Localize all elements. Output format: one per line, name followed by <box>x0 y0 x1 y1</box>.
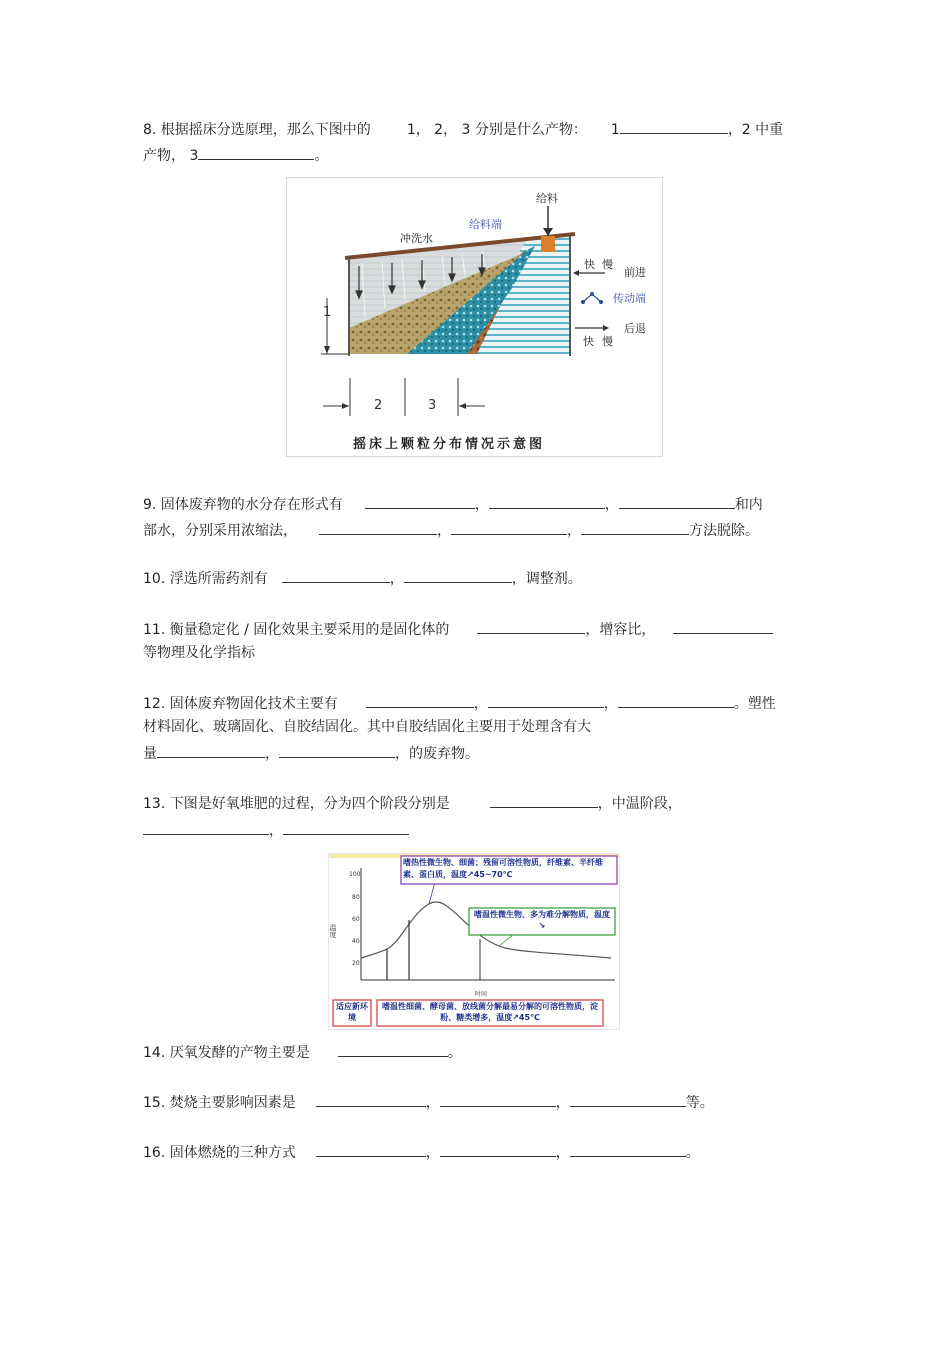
q9-answer-blank-5[interactable] <box>451 519 567 535</box>
q9-text-d: 方法脱除。 <box>689 523 759 539</box>
question-8-line-1 <box>143 118 783 140</box>
question-11-line-2 <box>143 643 255 663</box>
q9-answer-blank-4[interactable] <box>319 519 437 535</box>
y-axis-ticks <box>349 871 361 967</box>
q11-answer-blank-1[interactable] <box>477 618 585 634</box>
q11-text-c: 等物理及化学指标 <box>143 645 255 661</box>
question-8-line-2 <box>143 144 328 166</box>
q12-sep-1: ， <box>473 696 488 712</box>
q12-answer-blank-2[interactable] <box>488 692 604 708</box>
q12-text-c: 材料固化、玻璃固化、自胶结固化。其中自胶结固化主要用于处理含有大 <box>143 719 591 735</box>
composting-figure <box>328 853 620 1030</box>
q9-sep-3: ， <box>437 523 451 539</box>
y-tick-100: 100 <box>349 871 361 878</box>
q15-sep-2: ， <box>555 1095 570 1111</box>
q12-answer-blank-1[interactable] <box>366 692 474 708</box>
q14-text-b: 。 <box>447 1045 462 1061</box>
q12-text-b: 。塑性 <box>733 696 776 712</box>
label-number-3: 3 <box>428 398 437 413</box>
q9-text-b: 和内 <box>734 497 763 513</box>
q16-answer-blank-3[interactable] <box>570 1141 686 1157</box>
q9-answer-blank-2[interactable] <box>489 493 605 509</box>
q9-text-a: 9. 固体废弃物的水分存在形式有 <box>143 497 343 513</box>
q9-answer-blank-6[interactable] <box>581 519 689 535</box>
q12-text-d: 量 <box>143 746 157 762</box>
label-fast-top: 快 <box>584 258 595 271</box>
q13-answer-blank-3[interactable] <box>283 819 409 835</box>
stage-text-adaptation: 适应新环境 <box>336 1002 368 1022</box>
shaking-table-figure <box>286 177 663 457</box>
q9-sep-1: ， <box>474 497 489 513</box>
question-12-line-1 <box>143 692 776 714</box>
question-14-line <box>143 1041 462 1063</box>
q12-answer-blank-5[interactable] <box>279 742 395 758</box>
stage-text-mesophilic: 嗜温性细菌、酵母菌、放线菌分解最易分解的可溶性物质，淀粉、糖类增多，温度↗45℃ <box>382 1002 598 1022</box>
stage-text-maturation: 嗜温性微生物、多为难分解物质，温度↘ <box>474 910 610 930</box>
question-9-line-2 <box>143 519 759 541</box>
q15-text-b: 等。 <box>685 1095 714 1111</box>
question-9-line-1 <box>143 493 763 515</box>
q8-answer-blank-3[interactable] <box>198 144 314 160</box>
question-12-line-2 <box>143 717 591 737</box>
q12-answer-blank-4[interactable] <box>157 742 265 758</box>
q13-text-a: 13. 下图是好氧堆肥的过程，分为四个阶段分别是 <box>143 796 450 812</box>
question-13-line-2 <box>143 819 409 841</box>
q10-text-a: 10. 浮选所需药剂有 <box>143 571 268 587</box>
question-16-line <box>143 1141 700 1163</box>
question-15-line <box>143 1091 714 1113</box>
label-drive-end: 传动端 <box>613 292 646 305</box>
q9-sep-2: ， <box>604 497 619 513</box>
q16-sep-2: ， <box>555 1145 570 1161</box>
y-tick-80: 80 <box>352 894 360 901</box>
q11-answer-blank-2[interactable] <box>673 618 773 634</box>
q8-text-b: 1， 2， 3 分别是什么产物： <box>406 122 587 138</box>
y-tick-40: 40 <box>352 938 360 945</box>
y-tick-60: 60 <box>352 916 360 923</box>
label-wash-water: 冲洗水 <box>400 232 433 245</box>
label-feed: 给料 <box>536 192 558 205</box>
q9-answer-blank-3[interactable] <box>619 493 735 509</box>
q12-sep-2: ， <box>603 696 618 712</box>
q9-text-c: 部水，分别采用浓缩法， <box>143 523 297 539</box>
q8-answer-blank-1[interactable] <box>620 118 728 134</box>
composting-diagram <box>329 854 619 1029</box>
q16-text-b: 。 <box>685 1145 700 1161</box>
q14-text-a: 14. 厌氧发酵的产物主要是 <box>143 1045 310 1061</box>
q11-text-b: ，增容比， <box>585 622 656 638</box>
y-axis-label: 温度 <box>329 924 337 938</box>
q10-sep: ， <box>389 571 404 587</box>
q16-answer-blank-2[interactable] <box>440 1141 556 1157</box>
q12-answer-blank-3[interactable] <box>618 692 734 708</box>
label-number-1: 1 <box>323 305 332 320</box>
q13-text-b: ，中温阶段， <box>597 796 682 812</box>
q9-answer-blank-1[interactable] <box>365 493 475 509</box>
question-13-line-1 <box>143 792 682 814</box>
label-slow-bottom: 慢 <box>602 335 613 348</box>
label-forward: 前进 <box>624 266 646 279</box>
shaking-table-diagram <box>287 178 662 456</box>
q12-sep-3: ， <box>265 746 279 762</box>
q15-sep-1: ， <box>425 1095 440 1111</box>
figure-1-title: 摇床上颗粒分布情况示意图 <box>353 437 546 452</box>
q8-text-c: 1 <box>610 122 620 138</box>
label-backward: 后退 <box>624 322 646 335</box>
q8-text-f: 。 <box>314 148 329 164</box>
q12-text-a: 12. 固体废弃物固化技术主要有 <box>143 696 338 712</box>
q9-sep-4: ， <box>567 523 581 539</box>
label-fast-bottom: 快 <box>583 335 594 348</box>
q13-answer-blank-1[interactable] <box>490 792 598 808</box>
q16-text-a: 16. 固体燃烧的三种方式 <box>143 1145 296 1161</box>
q13-sep: ， <box>269 823 283 839</box>
label-slow-top: 慢 <box>602 258 613 271</box>
q10-text-b: ，调整剂。 <box>511 571 582 587</box>
q8-text-e: 产物， 3 <box>143 148 199 164</box>
q12-text-e: ，的废弃物。 <box>395 746 479 762</box>
x-axis-label: 时间 <box>475 991 488 998</box>
q14-answer-blank-1[interactable] <box>338 1041 448 1057</box>
q10-answer-blank-1[interactable] <box>282 567 390 583</box>
question-12-line-3 <box>143 742 479 764</box>
q13-answer-blank-2[interactable] <box>143 819 269 835</box>
q15-answer-blank-3[interactable] <box>570 1091 686 1107</box>
q15-text-a: 15. 焚烧主要影响因素是 <box>143 1095 296 1111</box>
q10-answer-blank-2[interactable] <box>404 567 512 583</box>
question-10-line <box>143 567 582 589</box>
q16-answer-blank-1[interactable] <box>316 1141 426 1157</box>
label-number-2: 2 <box>374 398 383 413</box>
q8-text-a: 8. 根据摇床分选原理，那么下图中的 <box>143 122 371 138</box>
q11-text-a: 11. 衡量稳定化 / 固化效果主要采用的是固化体的 <box>143 622 450 638</box>
question-11-line-1 <box>143 618 773 640</box>
label-feed-end: 给料端 <box>469 218 502 231</box>
q15-answer-blank-2[interactable] <box>440 1091 556 1107</box>
y-tick-20: 20 <box>352 960 360 967</box>
drive-mechanism-icon <box>581 292 603 304</box>
q16-sep-1: ， <box>425 1145 440 1161</box>
q15-answer-blank-1[interactable] <box>316 1091 426 1107</box>
stage-text-thermophilic: 嗜热性微生物、细菌；残留可溶性物质，纤维素、半纤维素、蛋白质，温度↗45~70℃ <box>403 858 603 879</box>
q8-text-d: ，2 中重 <box>727 122 784 138</box>
